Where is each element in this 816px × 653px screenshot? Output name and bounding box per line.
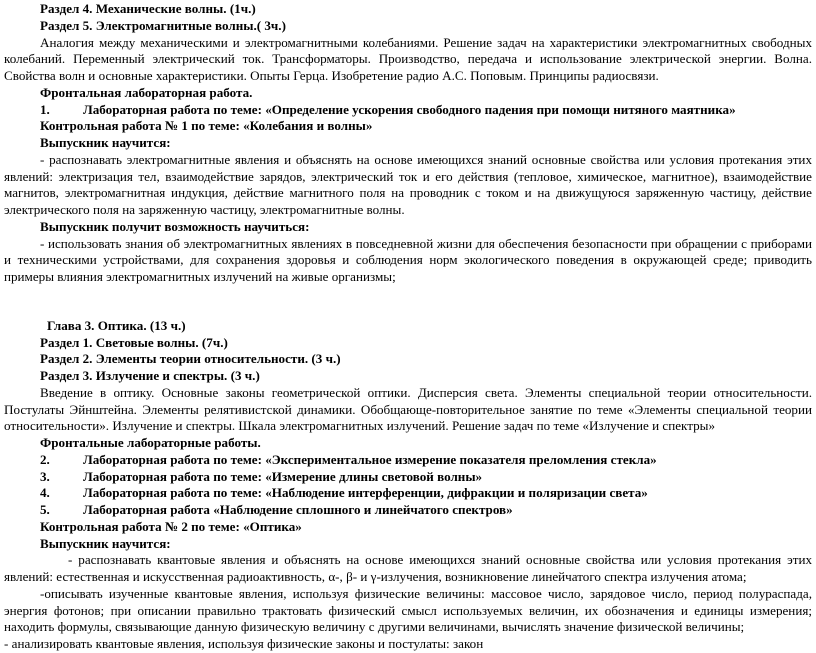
lab-title: Лабораторная работа по теме: «Наблюдение интерференции, дифракции и поляризации света» [83, 485, 648, 501]
chapter-3-learn-text-3: - анализировать квантовые явления, используя физические законы и постулаты: закон [4, 636, 484, 651]
section-4-title: Раздел 4. Механические волны. (1ч.) [40, 1, 256, 16]
lab-item-3 [4, 469, 812, 486]
chapter-3-section-2: Раздел 2. Элементы теории относительности. (3 ч.) [40, 351, 341, 367]
control-work-2: Контрольная работа № 2 по теме: «Оптика» [40, 518, 302, 534]
lab-number: 1. [40, 101, 50, 117]
lab-title: Лабораторная работа «Наблюдение сплошного и линейчатого спектров» [83, 502, 513, 517]
chapter-3-section-1: Раздел 1. Световые волны. (7ч.) [40, 334, 228, 350]
control-work-1: Контрольная работа № 1 по теме: «Колебания и волны» [40, 118, 373, 134]
section-5-learn-text: - распознавать электромагнитные явления и объяснять на основе имеющихся знаний основные свойства или условия протекания этих явлений: электризация тел, взаимодействие зарядов, электрический ток и его действия (тепловое, химическое, магнитное), взаимодействие магнитов, электромагнитная индукция, действие магнитного поля на проводник с током и на движущуюся заряженную частицу, действие электрического поля на заряженную частицу, электромагнитные волны. [4, 151, 812, 217]
chapter-3-learn-text-2: -описывать изученные квантовые явления, используя физические величины: массовое число, зарядовое число, период полураспада, энергия фотонов; при описании правильно трактовать физический смысл используемых величин, их обозначения и единицы измерения; находить формулы, связывающие данную физическую величину с другими величинами, вычислять значение физической величины; [4, 585, 812, 635]
spacer [4, 286, 812, 318]
section-5-frontal-heading: Фронтальная лабораторная работа. [40, 84, 253, 100]
chapter-3-content: Введение в оптику. Основные законы геометрической оптики. Дисперсия света. Элементы специальной теории относительности. Постулаты Эйнштейна. Элементы релятивистской динамики. Обобщающе-повторительное занятие по теме «Элементы специальной теории относительности». Излучение и спектры. Шкала электромагнитных излучений. Решение задач по теме «Излучение и спектры» [4, 384, 812, 434]
section-5-opportunity-text: - использовать знания об электромагнитных явлениях в повседневной жизни для обеспечения безопасности при обращении с приборами и техническими устройствами, для сохранения здоровья и соблюдения норм экологического поведения в окружающей среде; приводить примеры влияния электромагнитных излучений на живые организмы; [4, 235, 812, 284]
document-page [4, 0, 812, 653]
lab-number: 5. [40, 502, 50, 517]
chapter-3-learn-text-1: - распознавать квантовые явления и объяснять на основе имеющихся знаний основные свойства или условия протекания этих явлений: естественная и искусственная радиоактивность, α-, β- и γ-излучения, возникновение линейчатого спектра излучения атома; [4, 552, 812, 584]
lab-item-1 [4, 102, 812, 119]
lab-number: 4. [40, 485, 50, 501]
chapter-3-learn-heading: Выпускник научится: [40, 535, 171, 551]
section-5-content: Аналогия между механическими и электромагнитными колебаниями. Решение задач на характеристики электромагнитных свободных колебаний. Переменный электрический ток. Трансформаторы. Производство, передача и использование электрической энергии. Волна. Свойства волн и основные характеристики. Опыты Герца. Изобретение радио А.С. Поповым. Принципы радиосвязи. [4, 34, 812, 83]
section-5-opportunity-heading: Выпускник получит возможность научиться: [40, 218, 310, 234]
lab-title: Лабораторная работа по теме: «Определение ускорения свободного падения при помощи нитяного маятника» [83, 101, 736, 117]
chapter-3-title: Глава 3. Оптика. (13 ч.) [47, 317, 186, 333]
chapter-3-frontal-heading: Фронтальные лабораторные работы. [40, 435, 261, 450]
lab-item-4 [4, 485, 812, 502]
section-5-title: Раздел 5. Электромагнитные волны.( 3ч.) [40, 17, 286, 33]
lab-item-2 [4, 452, 812, 469]
lab-item-5 [4, 502, 812, 519]
chapter-3-section-3: Раздел 3. Излучение и спектры. (3 ч.) [40, 368, 260, 383]
lab-title: Лабораторная работа по теме: «Экспериментальное измерение показателя преломления стекла» [83, 451, 657, 467]
lab-number: 2. [40, 451, 50, 467]
lab-number: 3. [40, 468, 50, 484]
section-5-learn-heading: Выпускник научится: [40, 135, 171, 150]
lab-title: Лабораторная работа по теме: «Измерение длины световой волны» [83, 468, 483, 484]
